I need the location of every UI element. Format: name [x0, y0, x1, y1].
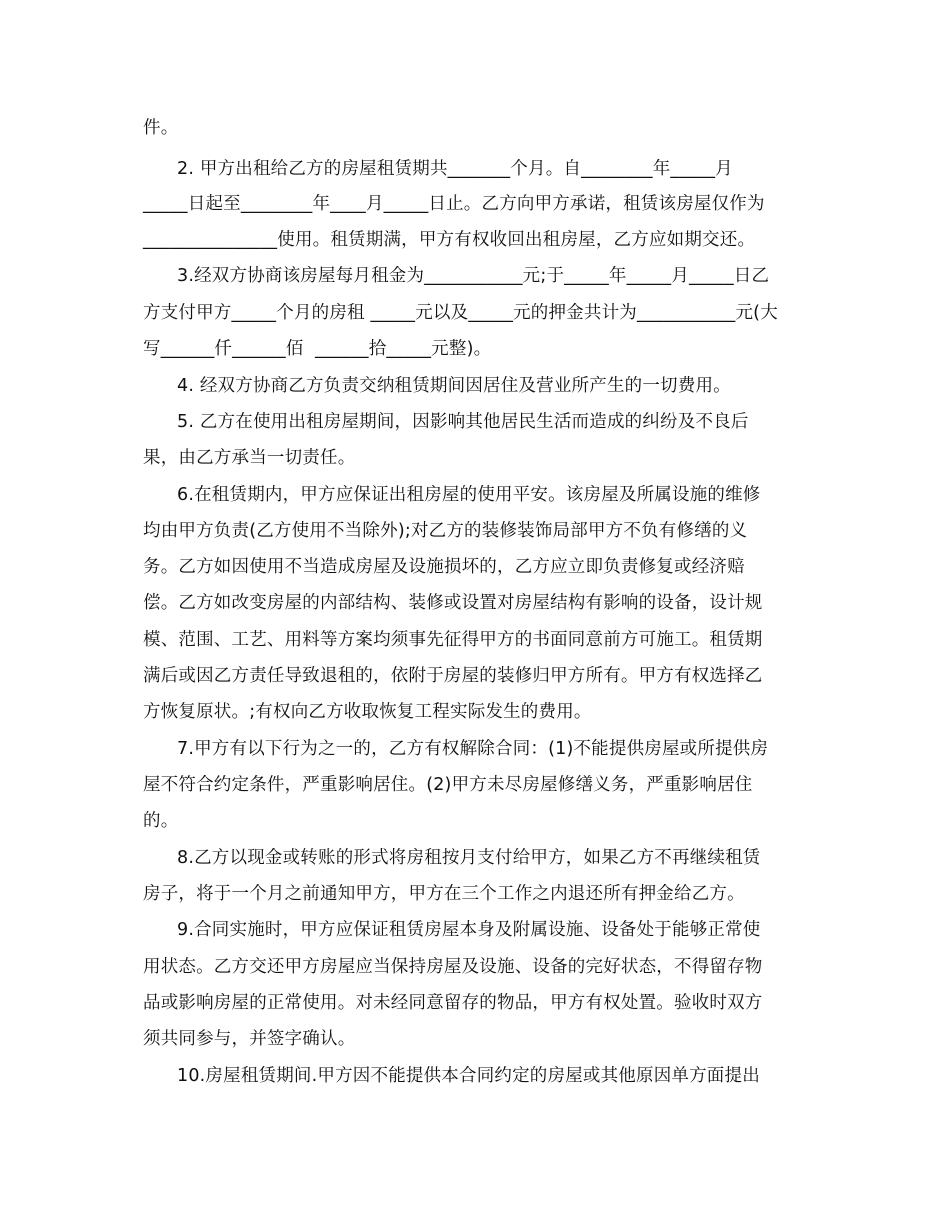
text-line: 件。: [143, 118, 179, 138]
text-line: _____日起至________年____月_____日止。乙方向甲方承诺，租赁该房屋仅作为: [143, 194, 765, 214]
text-line: 满后或因乙方责任导致退租的，依附于房屋的装修归甲方所有。甲方有权选择乙: [143, 666, 763, 686]
text-line: 务。乙方如因使用不当造成房屋及设施损坏的，乙方应立即负责修复或经济赔: [143, 557, 745, 577]
text-line: 品或影响房屋的正常使用。对未经同意留存的物品，甲方有权处置。验收时双方: [143, 993, 763, 1013]
text-line: 3.经双方协商该房屋每月租金为___________元;于_____年_____月_____日乙: [177, 266, 770, 286]
text-line: 模、范围、工艺、用料等方案均须事先征得甲方的书面同意前方可施工。租赁期: [143, 630, 763, 650]
text-line: 偿。乙方如改变房屋的内部结构、装修或设置对房屋结构有影响的设备，设计规: [143, 593, 763, 613]
text-line: 9.合同实施时，甲方应保证租赁房屋本身及附属设施、设备处于能够正常使: [177, 920, 761, 940]
text-line: 10.房屋租赁期间.甲方因不能提供本合同约定的房屋或其他原因单方面提出: [177, 1066, 760, 1086]
text-line: 须共同参与，并签字确认。: [143, 1029, 356, 1049]
text-line: 写______仟______佰 ______拾_____元整)。: [143, 339, 492, 359]
text-line: 2. 甲方出租给乙方的房屋租赁期共_______个月。自________年_____月: [177, 159, 733, 179]
text-line: 4. 经双方协商乙方负责交纳租赁期间因居住及营业所产生的一切费用。: [177, 376, 731, 396]
text-line: 用状态。乙方交还甲方房屋应当保持房屋及设施、设备的完好状态，不得留存物: [143, 957, 763, 977]
text-line: 5. 乙方在使用出租房屋期间，因影响其他居民生活而造成的纠纷及不良后: [177, 412, 749, 432]
text-line: 的。: [143, 811, 179, 831]
text-line: _______________使用。租赁期满，甲方有权收回出租房屋，乙方应如期交还。: [143, 230, 756, 250]
text-line: 均由甲方负责(乙方使用不当除外);对乙方的装修装饰局部甲方不负有修缮的义: [143, 521, 748, 541]
text-line: 方恢复原状。;有权向乙方收取恢复工程实际发生的费用。: [143, 702, 592, 722]
text-line: 方支付甲方_____个月的房租 _____元以及_____元的押金共计为___________元(大: [143, 303, 778, 323]
text-line: 房子，将于一个月之前通知甲方，甲方在三个工作之内退还所有押金给乙方。: [143, 884, 745, 904]
text-line: 屋不符合约定条件，严重影响居住。(2)甲方未尽房屋修缮义务，严重影响居住: [143, 775, 753, 795]
text-line: 果，由乙方承当一切责任。: [143, 448, 356, 468]
text-line: 7.甲方有以下行为之一的，乙方有权解除合同：(1)不能提供房屋或所提供房: [177, 739, 769, 759]
text-line: 6.在租赁期内，甲方应保证出租房屋的使用平安。该房屋及所属设施的维修: [177, 485, 761, 505]
text-line: 8.乙方以现金或转账的形式将房租按月支付给甲方，如果乙方不再继续租赁: [177, 848, 761, 868]
